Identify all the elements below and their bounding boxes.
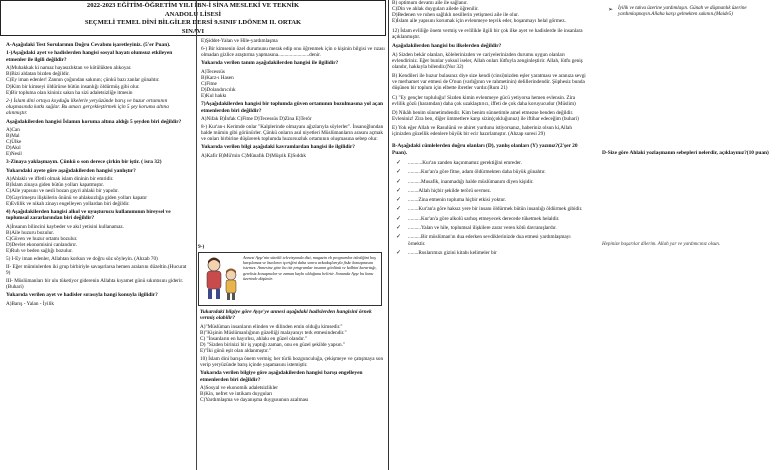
true-false-list (392, 160, 586, 256)
question-8-prompt: Yukarıda verilen bilgi aşağıdaki kavramlardan hangisi ile ilgilidir? (201, 144, 355, 151)
column-2-lower (200, 309, 384, 406)
check-icon: ✓ (396, 234, 402, 241)
statement-text: ........Allah hiçbir şekilde terörü sevmez. (408, 187, 492, 194)
column-3-content (392, 0, 586, 259)
option: D)Bedenen ve ruhen sağlıklı nesillerin yetişmesi aile ile olur. (392, 12, 519, 19)
true-false-item (396, 160, 586, 166)
question-2: 2-) İslam dini ortaya koyduğu ilkelerle yeryüzünde barış ve huzur ortamının oluşmasında katkı sağlar. Bu amacı gerçekleştirmek için 5 şey koruma altına alınmıştır. (6, 97, 169, 117)
statement-text: ..........Bir müslüman'ın dua ederken sevdiklerinizde dua etmesi yardımlaşmayı örnektir. (408, 234, 571, 247)
option: C)Ey iman edenler! Zannın çoğundan sakının; çünkü bazı zanlar günahtır. (6, 77, 160, 84)
option: A)Sosyal ve ekonomik adaletsizlikler (200, 385, 278, 392)
option: E)Ruh ve beden sağlığı bozulur. (6, 247, 73, 254)
option: D)Dolandırıcılık (201, 86, 236, 93)
question-6-options (201, 69, 385, 99)
question-5-line-2: II- Eğer müminlerden iki grup birbiriyle savaşırlarsa hemen aralarını düzeltin.(Hucurat 9) (6, 264, 187, 277)
option: C)Ülke (6, 139, 22, 146)
check-icon: ✓ (396, 197, 402, 204)
column-1-content (6, 42, 190, 309)
column-4 (598, 0, 780, 470)
statement-text: ...........Kur'an zanden kaçınmamız gerektiğini emreder. (408, 159, 522, 166)
question-5: 5) I-Ey iman edenler, Allahtan korkun ve doğru söz söyleyin. (Ahzab 70) (6, 256, 158, 263)
check-icon: ✓ (396, 169, 402, 176)
question-3: 3-Zinaya yaklaşmayın. Çünkü o son derece çirkin bir iştir. ( isra 32) (6, 159, 162, 166)
check-icon: ✓ (396, 224, 402, 231)
statement-text: ..........Musafik, inanmadığı halde müslümanım diyen kişidir. (408, 178, 534, 185)
header-line-2: ANADOLU LİSESİ (164, 10, 222, 18)
statement-text: ........Zina etmenin topluma hiçbir etkisi yoktur. (408, 197, 506, 204)
question-4: 4) Aşağıdakilerden hangisi alkol ve uyuşturucu kullanımının bireysel ve toplumsal zararlarından biri değildir? (6, 208, 171, 222)
bullet-icon: ➢ (608, 7, 614, 13)
check-icon: ✓ (396, 178, 402, 185)
question-5-prompt: Yukarıda verilen ayet ve hadisler sırasıyla hangi konuyla ilgilidir? (6, 292, 158, 299)
true-false-item (396, 169, 586, 175)
column-2-content (201, 38, 385, 161)
question-5-option: A)Barış - Yalan - İyilik (6, 300, 54, 307)
option: A)Muhakkak ki namaz hayasızlıktan ve kötülükten alıkoyar. (6, 65, 132, 72)
option: E)"İki günü eşit olan aldanmıştır." (200, 348, 271, 355)
check-icon: ✓ (396, 187, 402, 194)
closing-message: Hepinize başarılar dilerim. Allah yar ve yardımcınız olsun. (602, 242, 721, 247)
check-icon: ✓ (396, 159, 402, 166)
statement-text: ........Kur'an'a göre haksız yere bir insanı öldürmek bütün insanlığı öldürmek gibidir. (408, 206, 583, 213)
question-8-options: A)Kafir B)Mü'min C)Münafık D)Müşrik E)Sıddık (201, 152, 306, 159)
question-6: 6-) Bir kimsenin özel durumunu merak edip onu öğrenmek için o kişinin bilgisi ve rızası olmadan gizlice araştırma yapmasına........................denir. (201, 46, 385, 59)
option: B) optimum devamı aile ile sağlanır. (392, 0, 468, 6)
question-5-line-3: III- Müslümanları bir ulu tüketiyor giderenin Allahta kıyamet günü sıkıntısını giderir.(Buhari) (6, 278, 184, 291)
option: C)Aile yapısını ve nesli bozan gayri ahlaki bir yapıdır. (6, 188, 119, 195)
check-icon: ✓ (396, 215, 402, 222)
question-3-options (6, 176, 190, 206)
statement-text: ..........Yalan ve hile, toplumsal ilişkilere zarar veren kötü davranışlardır. (408, 224, 557, 231)
header-line-4: SINAVI (181, 27, 205, 35)
header-line-3: SEÇMELİ TEMEL DİNİ BİLGİLER DERSİ 9.SINIF I.DÖNEM II. ORTAK (84, 19, 302, 27)
quote-text: İyilik ve takva üzerine yardımlaşın. Günah ve düşmanlık üzerine yardımlaşmayın.Allaha karşı gelmekten sakının.(Maide5) (618, 6, 747, 17)
option: A)Ahlaklı ve iffetli olmak islam dininin bir emridir. (6, 176, 114, 183)
quote-item (608, 6, 778, 18)
section-b-title: B-Aşağıdaki cümlelerden doğru olanları (D), yanlış olanları (Y) yazınız?(2'şer 20 Puan). (392, 143, 578, 156)
question-12: 12) İslam evliliğe önem vermiş ve evlilikle ilgili bir çok ilke ayet ve hadislerde ile insanlara açıklanmıştır. (392, 28, 583, 41)
question-7: 7)Aşağıdakilerden hangisi bir toplumda güven ortamının bozulmasına yol açan etmenlerden biri değildir? (201, 101, 384, 114)
question-11-options (392, 0, 586, 24)
option: B)Mal (6, 133, 20, 140)
true-false-item (396, 225, 586, 231)
question-12-option-e: E) Yok eğer Allah ve Rasulünü ve ahiret yurdunu istiyorsanız, haberiniz olsun ki,Allah içinizden güzellik edenlere büyük bir ecir hazırlamıştır. (Ahzap suresi 29) (392, 124, 572, 137)
option: B)İslam zinaya giden bütün yolları kapatmıştır. (6, 182, 104, 189)
option: A)Can (6, 126, 20, 133)
statement-text: ..........Kur'an'a göre fitne, adam öldürmekten daha büyük günahtır. (408, 169, 546, 176)
question-9-text: Annesi Ayşe'nin sürekli televizyonda dizi, magazin vb programlar izlediğini hoş karşılamaz ve bunların içeriğini daha sonra arkadaşlarıyla fiske konuşmasını istemez. Annesine göre bu tür programlar insanın gönlünü ve kalbini kararttığı, gereksiz konuşmalar ve zaman kaybı olduğunu belirtir. Sonunda Ayşe bu konu üzerinde düşünür. (243, 255, 377, 281)
question-7-options: A)Nifak B)İnfak C)Fitne D)Tecessüs D)Zina E)Terör (201, 115, 312, 122)
check-icon: ✓ (396, 249, 402, 256)
column-3 (392, 0, 588, 470)
statement-text: ........Ruslarımızı gizini kitabı kelimeler bir (408, 249, 497, 256)
question-2-options (6, 127, 190, 157)
question-5-last-option: E)Şiddet-Yalan ve Hile-yardımlaşma (201, 38, 278, 44)
mother-daughter-illustration (201, 255, 241, 303)
option: C)Güven ve huzur ortamı bozulur. (6, 235, 78, 242)
option: B)Kin, nefret ve intikam duyguları (200, 391, 273, 398)
question-1-options (6, 65, 190, 95)
option: A)İnsanın bilincini kaybeder ve akıl yetisini kullanamaz. (6, 223, 124, 230)
section-a-title: A-Aşağıdaki Test Sorularının Doğru Cevabını işaretleyiniz. (5'er Puan). (6, 42, 171, 48)
section-d-title: D-Size göre Ahlaki yozlaşmanın sebepleri nelerdir, açıklayınız?(10 puan) (602, 150, 769, 156)
true-false-item (396, 250, 586, 256)
option: B)Bizi aldatan bizden değildir. (6, 71, 70, 78)
option: B)"Kişinin Müslümanlığının güzelliği malayanıyı terk etmesindendir." (200, 329, 347, 336)
column-divider (388, 0, 389, 470)
question-10-prompt: Yukarıda verilen bilgiye göre aşağıdakilerden hangisi barışı engelleyen etmenlerden biri değildir? (200, 370, 363, 383)
question-12-option-d: D) Nikâh benim sünnetimdendir. Kim benim sünnetimle amel etmezse benden değildir. Evleniniz! Zira ben, diğer ümmetlere karşı sizin(çokluğunuz) ile iftihar edeceğim (buhari) (392, 109, 579, 122)
option: D)Devlet ekonomisini canlandırır. (6, 241, 78, 248)
option: B)Karz-ı Hasen (201, 74, 234, 81)
option: D)Kim bir kimseyi öldürürse bütün insanlığı öldürmüş gibi olur. (6, 83, 140, 90)
option: D)Akıl (6, 145, 21, 152)
question-12-prompt: Aşağıdakilerden hangisi bu ilkelerden değildir? (392, 42, 502, 49)
question-12-option-a: A) Sizden bekâr olanları, kölelerinizden ve cariyelerinizden durumu uygun olanları evlendiriniz. Eğer bunlar yoksul iseler, Allah onları lütfuyla zenginleştirir. Allah, lütfu geniş olandır, hakkıyla bilendir.(Nur 32) (392, 51, 583, 71)
question-10: 10) İslam dini barışa önem vermiş; her türlü bozgunculuğa, çekişmeye ve çatışmaya son verip yeryüzünde barış içinde yaşamasını istemiştir. (200, 356, 384, 369)
true-false-item (396, 234, 586, 247)
option: C)Yardımlaşma ve dayanışma duygusunun azalması (200, 397, 309, 404)
question-2-prompt: Aşağıdakilerden hangisi İslamın koruma altına aldığı 5 şeyden biri değildir? (6, 118, 182, 125)
statement-text: ..........Kur'an'a göre alkolü sarhoş etmeyecek derecede tüketmek helaldir. (408, 215, 560, 222)
question-9-illustration-box (198, 244, 382, 306)
option: D) "Sizden birinizi bir iş yaptığı zaman, onu en güzel şekilde yapsın." (200, 342, 345, 349)
question-10-options (200, 385, 384, 403)
question-8: 8-) Kur'an-ı Kerimde onlar "Kalplerinde olmayanı ağızlarıyla söylerler". İnsanoğlundan halde mümin gibi görünürler. Çünkü onların asıl niyetleri Müslümanların arasını açmak ve onları birbirine düşürerek toplumda huzursuzluk ortamının oluşmasına sebep olur. (201, 124, 384, 143)
question-6-prompt: Yukarıda verilen tanım aşağıdakilerden hangisi ile ilgilidir? (201, 60, 339, 67)
true-false-item (396, 179, 586, 185)
question-12-option-c: C) "Ey gençler topluluğu! Sizden kimin evlenmeye gücü yetiyorsa hemen evlensin. Zira evlilik gözü (haramdan) daha çok uzaklaştırıcı, iffeti de çok daha koruyucudur (Müslim) (392, 94, 576, 107)
question-1: 1-)Aşağıdaki ayet ve hadislerden hangisi sosyal hayatı olumsuz etkileyen etmenler ile ilgili değildir? (6, 50, 173, 63)
true-false-item (396, 216, 586, 222)
option: E)Bir topluma olan kininiz sakın ha sizi adaletsizliğe itmesin (6, 89, 133, 96)
true-false-item (396, 197, 586, 203)
option: A)"Müslüman insanların elinden ve dilinden emin olduğu kimsedir." (200, 323, 343, 330)
option: C)Din ve ahlak duyguları ailede öğrenilir. (392, 6, 479, 13)
option: B)Aile huzuru bozulur. (6, 229, 54, 236)
question-12-option-b: B) Kendileri ile huzur bulasınız diye size kendi (cinsi)nizden eşler yaratması ve aranıza sevgi ve merhamet var etmesi de O'nun (varlığının ve rahmetinin) delillerindendir. Şüphesiz bunda düşünen bir toplum için elbette ibretler vardır.(Rum 21) (392, 73, 586, 92)
question-9-prompt: Yukarıdaki bilgiye göre Ayşe'ye annesi aşağıdaki hadislerden hangisini örnek vermiş olabilir? (200, 309, 372, 322)
question-4-options (6, 224, 190, 254)
question-3-prompt: Yukarıdaki ayete göre aşağıdakilerden hangisi yanlıştır? (6, 167, 136, 174)
true-false-item (396, 206, 586, 212)
question-9-number: 9-) (198, 244, 205, 250)
question-9-options (200, 324, 384, 354)
check-icon: ✓ (396, 206, 402, 213)
true-false-item (396, 188, 586, 194)
option: E)Kul hakkı (201, 93, 227, 100)
option: D)Gayrimeşru ilişkilerin önünü ve ahlaksızlığa giden yolları kapatır (6, 194, 148, 201)
option: C)Fitne (201, 80, 217, 87)
option: A)Tecessüs (201, 68, 225, 75)
option: C) "İnsanların en hayırlısı, ahlakı en güzel olandır." (200, 336, 307, 342)
option: E)Nesil (6, 151, 22, 158)
header-line-1: 2022-2023 EĞİTİM-ÖĞRETİM YILI İBN-İ SİNA MESLEKİ VE TEKNİK (86, 2, 300, 9)
option: E)Evlilik ve nikah zinayı engelleyen yollardan biri değildir. (6, 200, 130, 207)
option: E)İslam aile yapısını korumak için evlenmeye teşvik eder, boşanmayı helal görmez. (392, 18, 566, 25)
